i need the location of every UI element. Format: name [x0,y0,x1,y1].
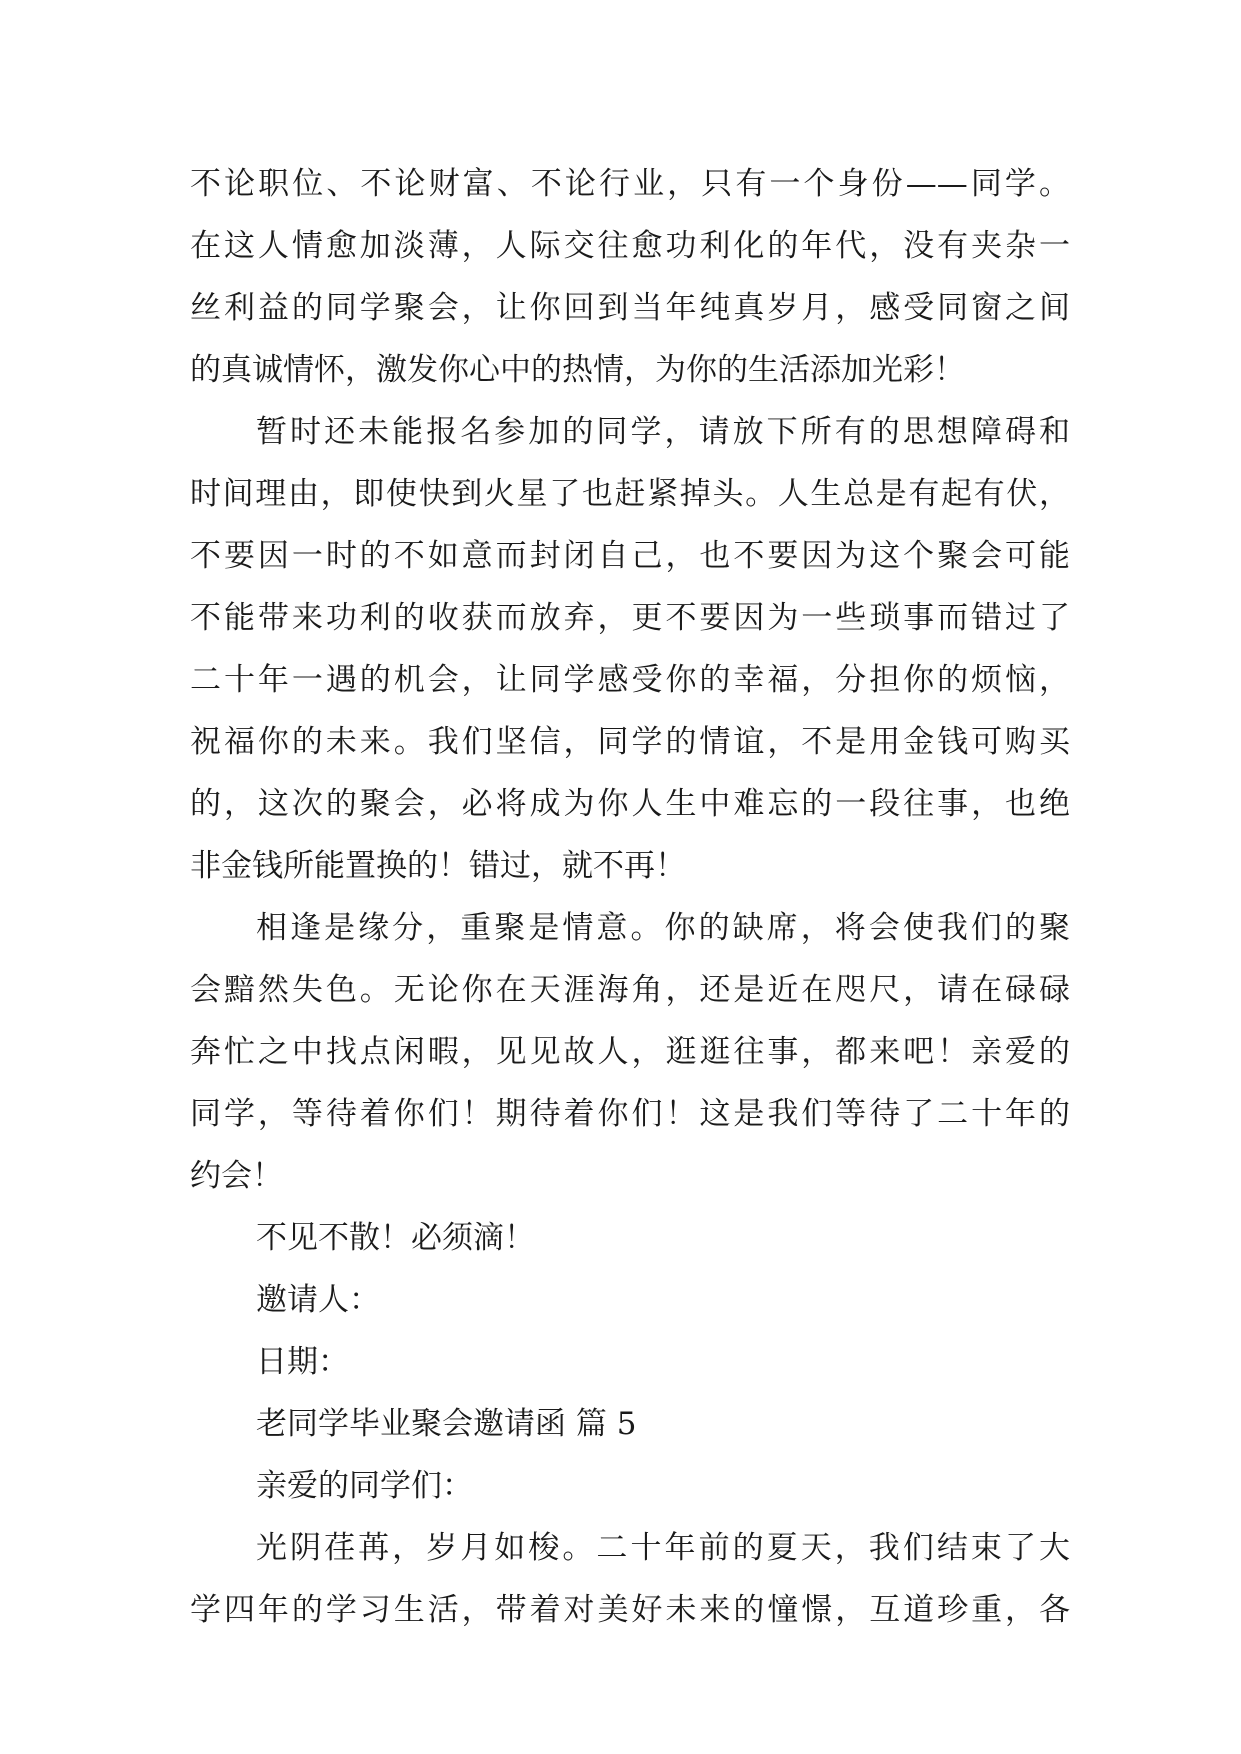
text-line: 亲爱的同学们： [256,1468,473,1504]
text-line: 非金钱所能置换的！错过，就不再！ [190,848,686,884]
text-line: 会黯然失色。无论你在天涯海角，还是近在咫尺，请在碌碌 [190,972,1070,1008]
text-line: 约会！ [190,1158,283,1194]
text-line: 不论职位、不论财富、不论行业，只有一个身份——同学。 [190,166,1070,202]
text-line: 邀请人： [256,1282,380,1318]
document-body [190,153,1070,1641]
text-line: 的真诚情怀，激发你心中的热情，为你的生活添加光彩！ [190,352,965,388]
text-line: 时间理由，即使快到火星了也赶紧掉头。人生总是有起有伏， [190,476,1070,512]
text-line: 在这人情愈加淡薄，人际交往愈功利化的年代，没有夹杂一 [190,228,1070,264]
text-line: 的，这次的聚会，必将成为你人生中难忘的一段往事，也绝 [190,786,1070,822]
text-line: 丝利益的同学聚会，让你回到当年纯真岁月，感受同窗之间 [190,290,1070,326]
text-line: 不见不散！必须滴！ [256,1220,535,1256]
text-line: 学四年的学习生活，带着对美好未来的憧憬，互道珍重，各 [190,1592,1070,1628]
text-line: 奔忙之中找点闲暇，见见故人，逛逛往事，都来吧！亲爱的 [190,1034,1070,1070]
text-line: 不要因一时的不如意而封闭自己，也不要因为这个聚会可能 [190,538,1070,574]
text-line: 暂时还未能报名参加的同学，请放下所有的思想障碍和 [256,414,1070,450]
text-line: 祝福你的未来。我们坚信，同学的情谊，不是用金钱可购买 [190,724,1070,760]
text-line: 光阴荏苒，岁月如梭。二十年前的夏天，我们结束了大 [256,1530,1070,1566]
text-line: 日期： [256,1344,349,1380]
text-line: 同学，等待着你们！期待着你们！这是我们等待了二十年的 [190,1096,1070,1132]
text-line: 二十年一遇的机会，让同学感受你的幸福，分担你的烦恼， [190,662,1070,698]
text-line: 老同学毕业聚会邀请函 篇 5 [256,1406,637,1442]
text-line: 不能带来功利的收获而放弃，更不要因为一些琐事而错过了 [190,600,1070,636]
text-line: 相逢是缘分，重聚是情意。你的缺席，将会使我们的聚 [256,910,1070,946]
